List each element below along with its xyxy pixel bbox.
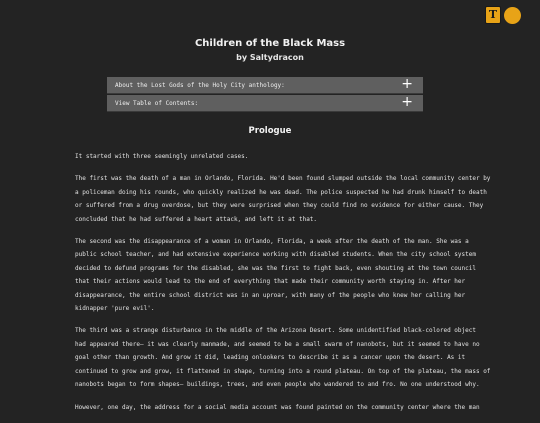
paragraph-line: a policeman doing his rounds, who quickly realized he was dead. The police suspected he had drunk himself to death (75, 188, 487, 196)
accordion-label: About the Lost Gods of the Holy City anthology: (115, 82, 285, 89)
accordion-label: View Table of Contents: (115, 100, 199, 107)
plus-icon[interactable]: + (401, 94, 413, 110)
story-paragraph (75, 235, 476, 315)
paragraph-line: decided to defund programs for the disabled, she was the first to fight back, even shouting at the town council (75, 264, 476, 272)
paragraph-line: concluded that he had suffered a heart attack, and left it at that. (75, 215, 318, 223)
paragraph-line: kidnapper 'pure evil'. (75, 305, 155, 313)
plus-icon[interactable]: + (401, 76, 413, 92)
accordion-table-of-contents[interactable] (107, 95, 423, 112)
paragraph-line: or suffered from a drug overdose, but they were surprised when they could find no evidence for either cause. They (75, 202, 484, 210)
story-paragraph (75, 324, 491, 391)
paragraph-line: continued to grow and grow, it flattened in shape, turning into a round plateau. On top of the plateau, the mass of (75, 367, 491, 375)
chapter-heading: Prologue (248, 126, 292, 136)
story-body (75, 150, 491, 423)
accordion-about-anthology[interactable] (107, 77, 423, 94)
paragraph-line: had appeared there— it was clearly manmade, and seemed to be a small swarm of nanobots, but it seemed to have no (75, 340, 480, 348)
story-paragraph (75, 150, 467, 163)
paragraph-line: The second was the disappearance of a woman in Orlando, Florida, a week after the death of the man. She was a (75, 238, 469, 246)
paragraph-line: goal other than growth. And grow it did, leading onlookers to describe it as a cancer upon the desert. As it (75, 354, 466, 362)
story-author: by Saltydracon (236, 53, 304, 62)
paragraph-line: public school teacher, and had extensive experience working with disabled students. When the city school system (75, 251, 476, 259)
story-header (0, 37, 540, 63)
paragraph-line: The third was a strange disturbance in the middle of the Arizona Desert. Some unidentified black-colored object (75, 327, 476, 335)
text-size-icon[interactable]: T (485, 6, 501, 24)
top-toolbar (485, 6, 521, 24)
paragraph-line: However, one day, the address for a social media account was found painted on the community center where the man (75, 403, 480, 411)
theme-toggle-icon[interactable] (504, 7, 521, 24)
paragraph-line: It started with three seemingly unrelated cases. (75, 153, 249, 160)
story-paragraph (75, 172, 491, 226)
paragraph-line: that their actions would lead to the end of everything that made their community worth staying in. After her (75, 278, 466, 286)
story-paragraph (75, 401, 480, 414)
paragraph-line: disappearance, the entire school district was in an uproar, with many of the people who knew her calling her (75, 291, 466, 299)
paragraph-line: nanobots began to form shapes— buildings, trees, and even people who wandered to and fro. No one understood why. (75, 381, 480, 389)
paragraph-line: The first was the death of a man in Orlando, Florida. He'd been found slumped outside the local community center by (75, 175, 491, 183)
story-title: Children of the Black Mass (194, 38, 346, 49)
